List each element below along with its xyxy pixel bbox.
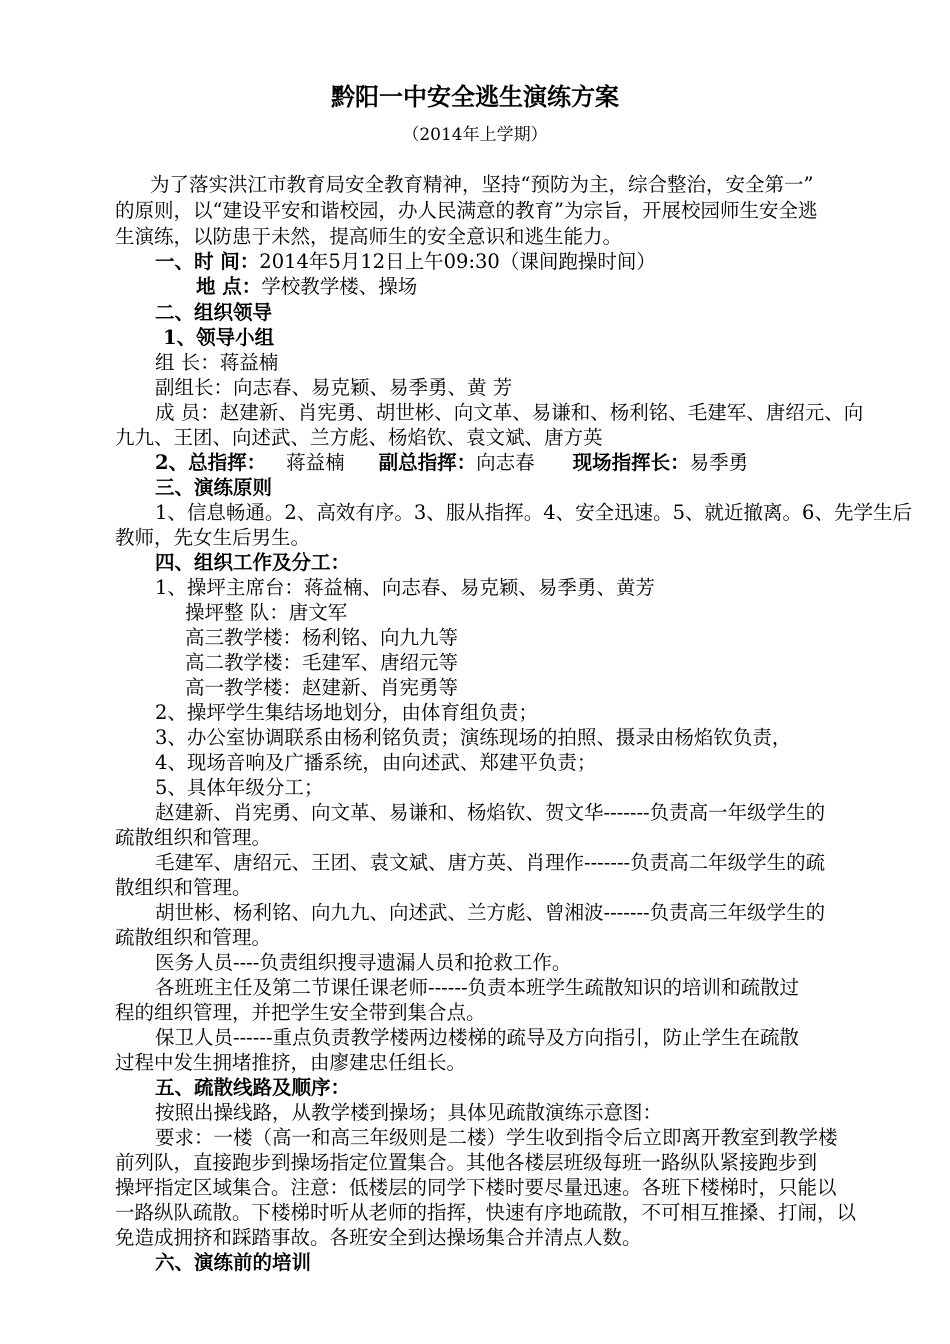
intro-line: 的原则，以“建设平安和谐校园，办人民满意的教育”为宗旨，开展校园师生安全逃: [115, 199, 818, 222]
requirement-line: 操坪指定区域集合。注意：低楼层的同学下楼时要尽量迅速。各班下楼梯时，只能以: [115, 1176, 837, 1199]
requirement-line: 一路纵队疏散。下楼梯时听从老师的指挥，快速有序地疏散，不可相互推搡、打闹，以: [115, 1201, 857, 1224]
commander-label: 2、总指挥：: [155, 451, 267, 474]
medical-duty: 医务人员----负责组织搜寻遗漏人员和抢救工作。: [155, 951, 572, 974]
teachers-duty-cont: 程的组织管理，并把学生安全带到集合点。: [115, 1001, 486, 1024]
route-line: 按照出操线路，从教学楼到操场；具体见疏散演练示意图：: [155, 1101, 663, 1124]
duty-item: 高一教学楼：赵建新、肖宪勇等: [185, 676, 459, 699]
grade2-duty: 毛建军、唐绍元、王团、袁文斌、唐方英、肖理作-------负责高二年级学生的疏: [155, 851, 826, 874]
section-heading-5: 五、疏散线路及顺序：: [155, 1076, 351, 1099]
vice-commander-label: 副总指挥：: [378, 451, 477, 474]
place-value: 学校教学楼、操场: [261, 275, 418, 298]
intro-line: 生演练，以防患于未然，提高师生的安全意识和逃生能力。: [115, 225, 623, 248]
grade2-duty-cont: 散组织和管理。: [115, 876, 252, 899]
principles-line: 1、信息畅通。2、高效有序。3、服从指挥。4、安全迅速。5、就近撤离。6、先学生后: [155, 501, 912, 524]
grade3-duty: 胡世彬、杨利铭、向九九、向述武、兰方彪、曾湘波-------负责高三年级学生的: [155, 901, 826, 924]
commander-value: 蒋益楠: [286, 451, 345, 474]
time-value: 2014年5月12日上午09:30（课间跑操时间）: [259, 250, 656, 273]
commanders-line: [155, 450, 748, 476]
site-commander-value: 易季勇: [689, 451, 749, 474]
section-heading-3: 三、演练原则: [155, 476, 273, 499]
team-leader: 组 长：蒋益楠: [155, 351, 279, 374]
duty-item: 操坪整 队：唐文军: [185, 601, 348, 624]
subheading-leadership: 1、领导小组: [163, 326, 275, 349]
principles-line-cont: 教师，先女生后男生。: [115, 526, 311, 549]
duty-item: 高二教学楼：毛建军、唐绍元等: [185, 651, 459, 674]
place-label: 地 点：: [196, 275, 262, 298]
section-heading-6: 六、演练前的培训: [155, 1251, 312, 1274]
team-vice-leaders: 副组长：向志春、易克颖、易季勇、黄 芳: [155, 376, 513, 399]
security-duty: 保卫人员------重点负责教学楼两边楼梯的疏导及方向指引，防止学生在疏散: [155, 1026, 800, 1049]
grade1-duty: 赵建新、肖宪勇、向文革、易谦和、杨焰钦、贺文华-------负责高一年级学生的: [155, 801, 826, 824]
page-subtitle: （2014年上学期）: [402, 125, 548, 145]
section-place: [196, 274, 417, 300]
section-time: [155, 249, 656, 275]
duty-item: 5、具体年级分工；: [155, 776, 324, 799]
requirement-line: 前列队，直接跑步到操场指定位置集合。其他各楼层班级每班一路纵队紧接跑步到: [115, 1151, 818, 1174]
requirement-line: 免造成拥挤和踩踏事故。各班安全到达操场集合并清点人数。: [115, 1226, 642, 1249]
intro-line: 为了落实洪江市教育局安全教育精神，坚持“预防为主，综合整治，安全第一”: [150, 173, 814, 196]
section-heading-4: 四、组织工作及分工：: [155, 551, 351, 574]
site-commander-label: 现场指挥长：: [572, 451, 690, 474]
grade3-duty-cont: 疏散组织和管理。: [115, 926, 272, 949]
team-members: 成 员：赵建新、肖宪勇、胡世彬、向文革、易谦和、杨利铭、毛建军、唐绍元、向: [155, 401, 864, 424]
security-duty-cont: 过程中发生拥堵推挤，由廖建忠任组长。: [115, 1051, 467, 1074]
grade1-duty-cont: 疏散组织和管理。: [115, 826, 272, 849]
page-title: 黔阳一中安全逃生演练方案: [331, 82, 619, 111]
time-label: 一、时 间：: [155, 250, 260, 273]
duty-item: 1、操坪主席台：蒋益楠、向志春、易克颖、易季勇、黄芳: [155, 576, 655, 599]
team-members-cont: 九九、王团、向述武、兰方彪、杨焰钦、袁文斌、唐方英: [115, 426, 603, 449]
teachers-duty: 各班班主任及第二节课任课老师------负责本班学生疏散知识的培训和疏散过: [155, 976, 800, 999]
section-heading-2: 二、组织领导: [155, 301, 273, 324]
requirement-line: 要求：一楼（高一和高三年级则是二楼）学生收到指令后立即离开教室到教学楼: [155, 1126, 838, 1149]
duty-item: 4、现场音响及广播系统，由向述武、郑建平负责；: [155, 751, 597, 774]
duty-item: 2、操坪学生集结场地划分，由体育组负责；: [155, 701, 538, 724]
duty-item: 高三教学楼：杨利铭、向九九等: [185, 626, 459, 649]
duty-item: 3、办公室协调联系由杨利铭负责；演练现场的拍照、摄录由杨焰钦负责，: [155, 726, 792, 749]
vice-commander-value: 向志春: [476, 451, 535, 474]
